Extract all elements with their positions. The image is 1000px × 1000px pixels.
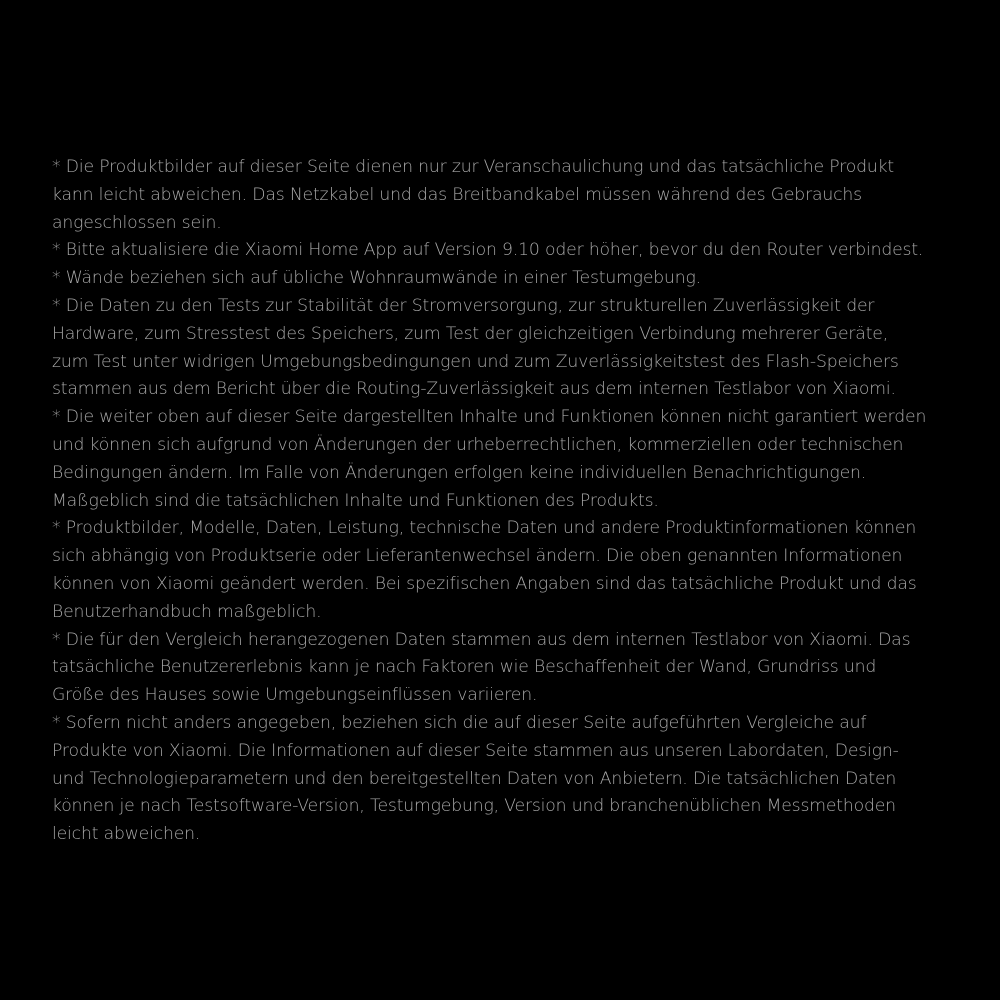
disclaimer-line: angeschlossen sein.: [52, 212, 222, 233]
disclaimer-line: Produkte von Xiaomi. Die Informationen auf dieser Seite stammen aus unseren Labordaten, Design-: [52, 740, 899, 761]
disclaimer-line: * Bitte aktualisiere die Xiaomi Home App auf Version 9.10 oder höher, bevor du den Router verbindest.: [52, 240, 924, 261]
disclaimer-line: Maßgeblich sind die tatsächlichen Inhalte und Funktionen des Produkts.: [52, 490, 659, 511]
disclaimer-line: Benutzerhandbuch maßgeblich.: [52, 601, 322, 622]
disclaimer-line: und Technologieparametern und den bereitgestellten Daten von Anbietern. Die tatsächlichen Daten: [52, 768, 897, 789]
disclaimer-line: * Die für den Vergleich herangezogenen Daten stammen aus dem internen Testlabor von Xiaomi. Das: [52, 629, 911, 650]
disclaimer-line: Bedingungen ändern. Im Falle von Änderungen erfolgen keine individuellen Benachrichtigungen.: [52, 462, 867, 483]
disclaimer-line: können je nach Testsoftware-Version, Testumgebung, Version und branchenüblichen Messmethoden: [52, 796, 896, 817]
disclaimer-line: Hardware, zum Stresstest des Speichers, zum Test der gleichzeitigen Verbindung mehrerer Geräte,: [52, 323, 889, 344]
disclaimer-line: kann leicht abweichen. Das Netzkabel und das Breitbandkabel müssen während des Gebrauchs: [52, 184, 862, 205]
disclaimer-line: und können sich aufgrund von Änderungen der urheberrechtlichen, kommerziellen oder technischen: [52, 434, 904, 455]
disclaimer-line: leicht abweichen.: [52, 824, 201, 845]
disclaimer-line: * Wände beziehen sich auf übliche Wohnraumwände in einer Testumgebung.: [52, 268, 701, 289]
disclaimer-line: * Die Produktbilder auf dieser Seite dienen nur zur Veranschaulichung und das tatsächliche Produkt: [52, 157, 895, 177]
disclaimer-line: * Die weiter oben auf dieser Seite dargestellten Inhalte und Funktionen können nicht garantiert werden: [52, 407, 927, 428]
disclaimer-line: * Produktbilder, Modelle, Daten, Leistung, technische Daten und andere Produktinformationen können: [52, 518, 917, 539]
disclaimer-line: stammen aus dem Bericht über die Routing-Zuverlässigkeit aus dem internen Testlabor von Xiaomi.: [52, 379, 896, 400]
disclaimer-line: tatsächliche Benutzererlebnis kann je nach Faktoren wie Beschaffenheit der Wand, Grundriss und: [52, 657, 877, 678]
disclaimer-line: * Sofern nicht anders angegeben, beziehen sich die auf dieser Seite aufgeführten Vergleiche auf: [52, 712, 867, 733]
disclaimer-line: können von Xiaomi geändert werden. Bei spezifischen Angaben sind das tatsächliche Produkt und das: [52, 573, 917, 594]
disclaimer-text: [52, 154, 952, 849]
disclaimer-line: Größe des Hauses sowie Umgebungseinflüssen variieren.: [52, 685, 538, 706]
disclaimer-line: * Die Daten zu den Tests zur Stabilität der Stromversorgung, zur strukturellen Zuverlässigkeit der: [52, 295, 875, 316]
disclaimer-line: zum Test unter widrigen Umgebungsbedingungen und zum Zuverlässigkeitstest des Flash-Speichers: [52, 351, 899, 372]
disclaimer-line: sich abhängig von Produktserie oder Lieferantenwechsel ändern. Die oben genannten Informationen: [52, 546, 903, 567]
